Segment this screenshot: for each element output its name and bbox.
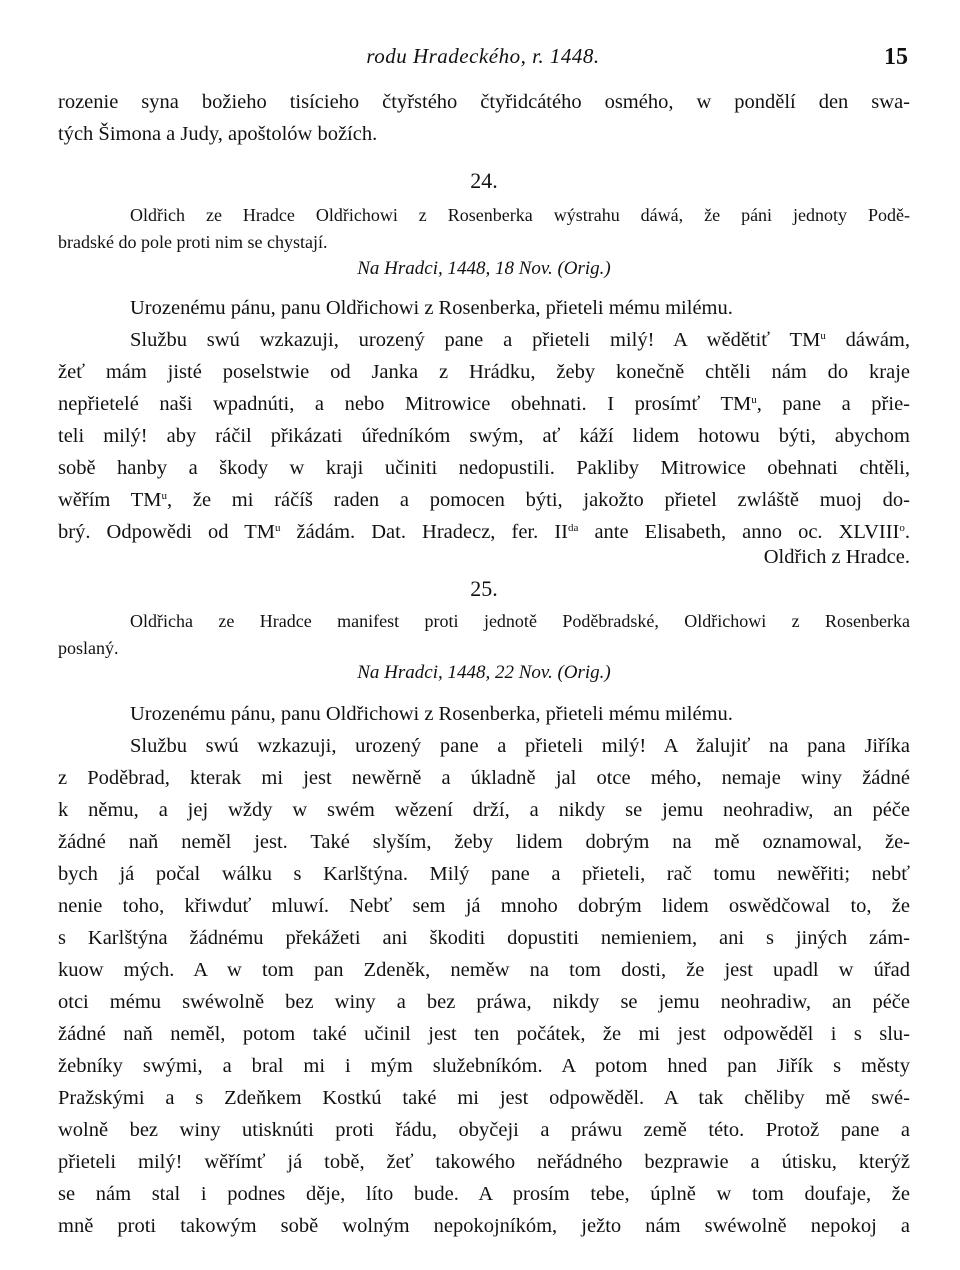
text-line: se nám stal i podnes děje, líto bude. A prosím tebe, úplně w tom doufaje, že xyxy=(58,1183,910,1205)
text-line: bych já počal wálku s Karlštýna. Milý pane a přieteli, rač tomu newěřiti; nebť xyxy=(58,863,910,885)
text-line: k němu, a jej wždy w swém wězení drží, a nikdy se jemu neohradiw, an péče xyxy=(58,799,910,821)
document-24-date: Na Hradci, 1448, 18 Nov. (Orig.) xyxy=(357,258,611,279)
text-line: sobě hanby a škody w kraji učiniti nedopustili. Pakliby Mitrowice obehnati chtěli, xyxy=(58,457,910,479)
address-line: Urozenému pánu, panu Oldřichowi z Rosenberka, přieteli mému milému. xyxy=(130,703,733,725)
summary-line: bradské do pole proti nim se chystají. xyxy=(58,232,328,252)
page-header xyxy=(58,44,908,74)
text-line: žebníky swými, a bral mi i mým služebníkóm. A potom hned pan Jiřík s městy xyxy=(58,1055,910,1077)
text-line: rozenie syna božieho tisícieho čtyřstého čtyřidcátého osmého, w pondělí den swa- xyxy=(58,91,910,113)
summary-line: Oldřich ze Hradce Oldřichowi z Rosenberka wýstrahu dáwá, že páni jednoty Podě- xyxy=(130,205,910,225)
text-line: žádné naň neměl, potom také učinil jest ten počátek, že mi jest odpowěděl i s slu- xyxy=(58,1023,910,1045)
document-24-body xyxy=(58,292,910,548)
address-line: Urozenému pánu, panu Oldřichowi z Rosenberka, přieteli mému milému. xyxy=(130,297,733,319)
text-line: přieteli milý! wěřímť já tobě, žeť takowého neřádného bezprawie a útisku, kterýž xyxy=(58,1151,910,1173)
running-title: rodu Hradeckého, r. 1448. xyxy=(366,44,600,68)
text-line: brý. Odpowědi od $TM^u$ žádám. Dat. Hradecz, fer. $II^{da}$ ante Elisabeth, anno oc. XLVIII$^o$. xyxy=(58,521,910,543)
text-line: nenie toho, křiwduť mluwí. Nebť sem já mnoho dobrým lidem oswědčowal to, že xyxy=(58,895,910,917)
text-line: otci mému swéwolně bez winy a bez práwa, nikdy se jemu neohradiw, an péče xyxy=(58,991,910,1013)
text-line: Službu swú wzkazuji, urozený pane a přieteli milý! A wědětiť $TM^u$ dáwám, xyxy=(130,329,910,351)
document-24-signature: Oldřich z Hradce. xyxy=(763,546,910,568)
text-line: mně proti takowým sobě wolným nepokojníkóm, ježto nám swéwolně nepokoj a xyxy=(58,1215,910,1237)
text-line: žádné naň neměl jest. Také slyším, žeby lidem dobrým na mě oznamowal, že- xyxy=(58,831,910,853)
text-line: Službu swú wzkazuji, urozený pane a přieteli milý! A žalujiť na pana Jiříka xyxy=(130,735,910,757)
document-number-24: 24. xyxy=(470,168,498,193)
text-line: žeť mám jisté poselstwie od Janka z Hrádku, žeby konečně chtěli nám do kraje xyxy=(58,361,910,383)
document-25-date: Na Hradci, 1448, 22 Nov. (Orig.) xyxy=(357,662,611,683)
document-24-summary xyxy=(58,202,910,256)
text-line: teli milý! aby ráčil přikázati úředníkóm swým, ať káží lidem hotowu býti, abychom xyxy=(58,425,910,447)
summary-line: Oldřicha ze Hradce manifest proti jednotě Poděbradské, Oldřichowi z Rosenberka xyxy=(130,611,910,631)
summary-line: poslaný. xyxy=(58,638,119,658)
document-25-body xyxy=(58,698,910,1242)
intro-paragraph xyxy=(58,86,910,150)
text-line: s Karlštýna žádnému překážeti ani škoditi dopustiti nemieniem, ani s jiných zám- xyxy=(58,927,910,949)
text-line: wěřím $TM^u$, že mi ráčíš raden a pomocen býti, jakožto přietel zwláště muoj do- xyxy=(58,489,910,511)
text-line: nepřietelé naši wpadnúti, a nebo Mitrowice obehnati. I prosímť $TM^u$, pane a přie- xyxy=(58,393,911,415)
document-number-25: 25. xyxy=(470,576,498,601)
text-line: kuow mých. A w tom pan Zdeněk, neměw na tom dosti, že jest upadl w úřad xyxy=(58,959,910,981)
page-number: 15 xyxy=(884,44,908,70)
text-line: wolně bez winy utisknúti proti řádu, obyčeji a práwu země této. Protož pane a xyxy=(58,1119,910,1141)
text-line: z Poděbrad, kterak mi jest newěrně a úkladně jal otce mého, nemaje winy žádné xyxy=(58,767,910,789)
document-25-summary xyxy=(58,608,910,662)
text-line: Pražskými a s Zdeňkem Kostkú také mi jest odpowěděl. A tak chěliby mě swé- xyxy=(58,1087,910,1109)
text-line: tých Šimona a Judy, apoštolów božích. xyxy=(58,123,378,145)
